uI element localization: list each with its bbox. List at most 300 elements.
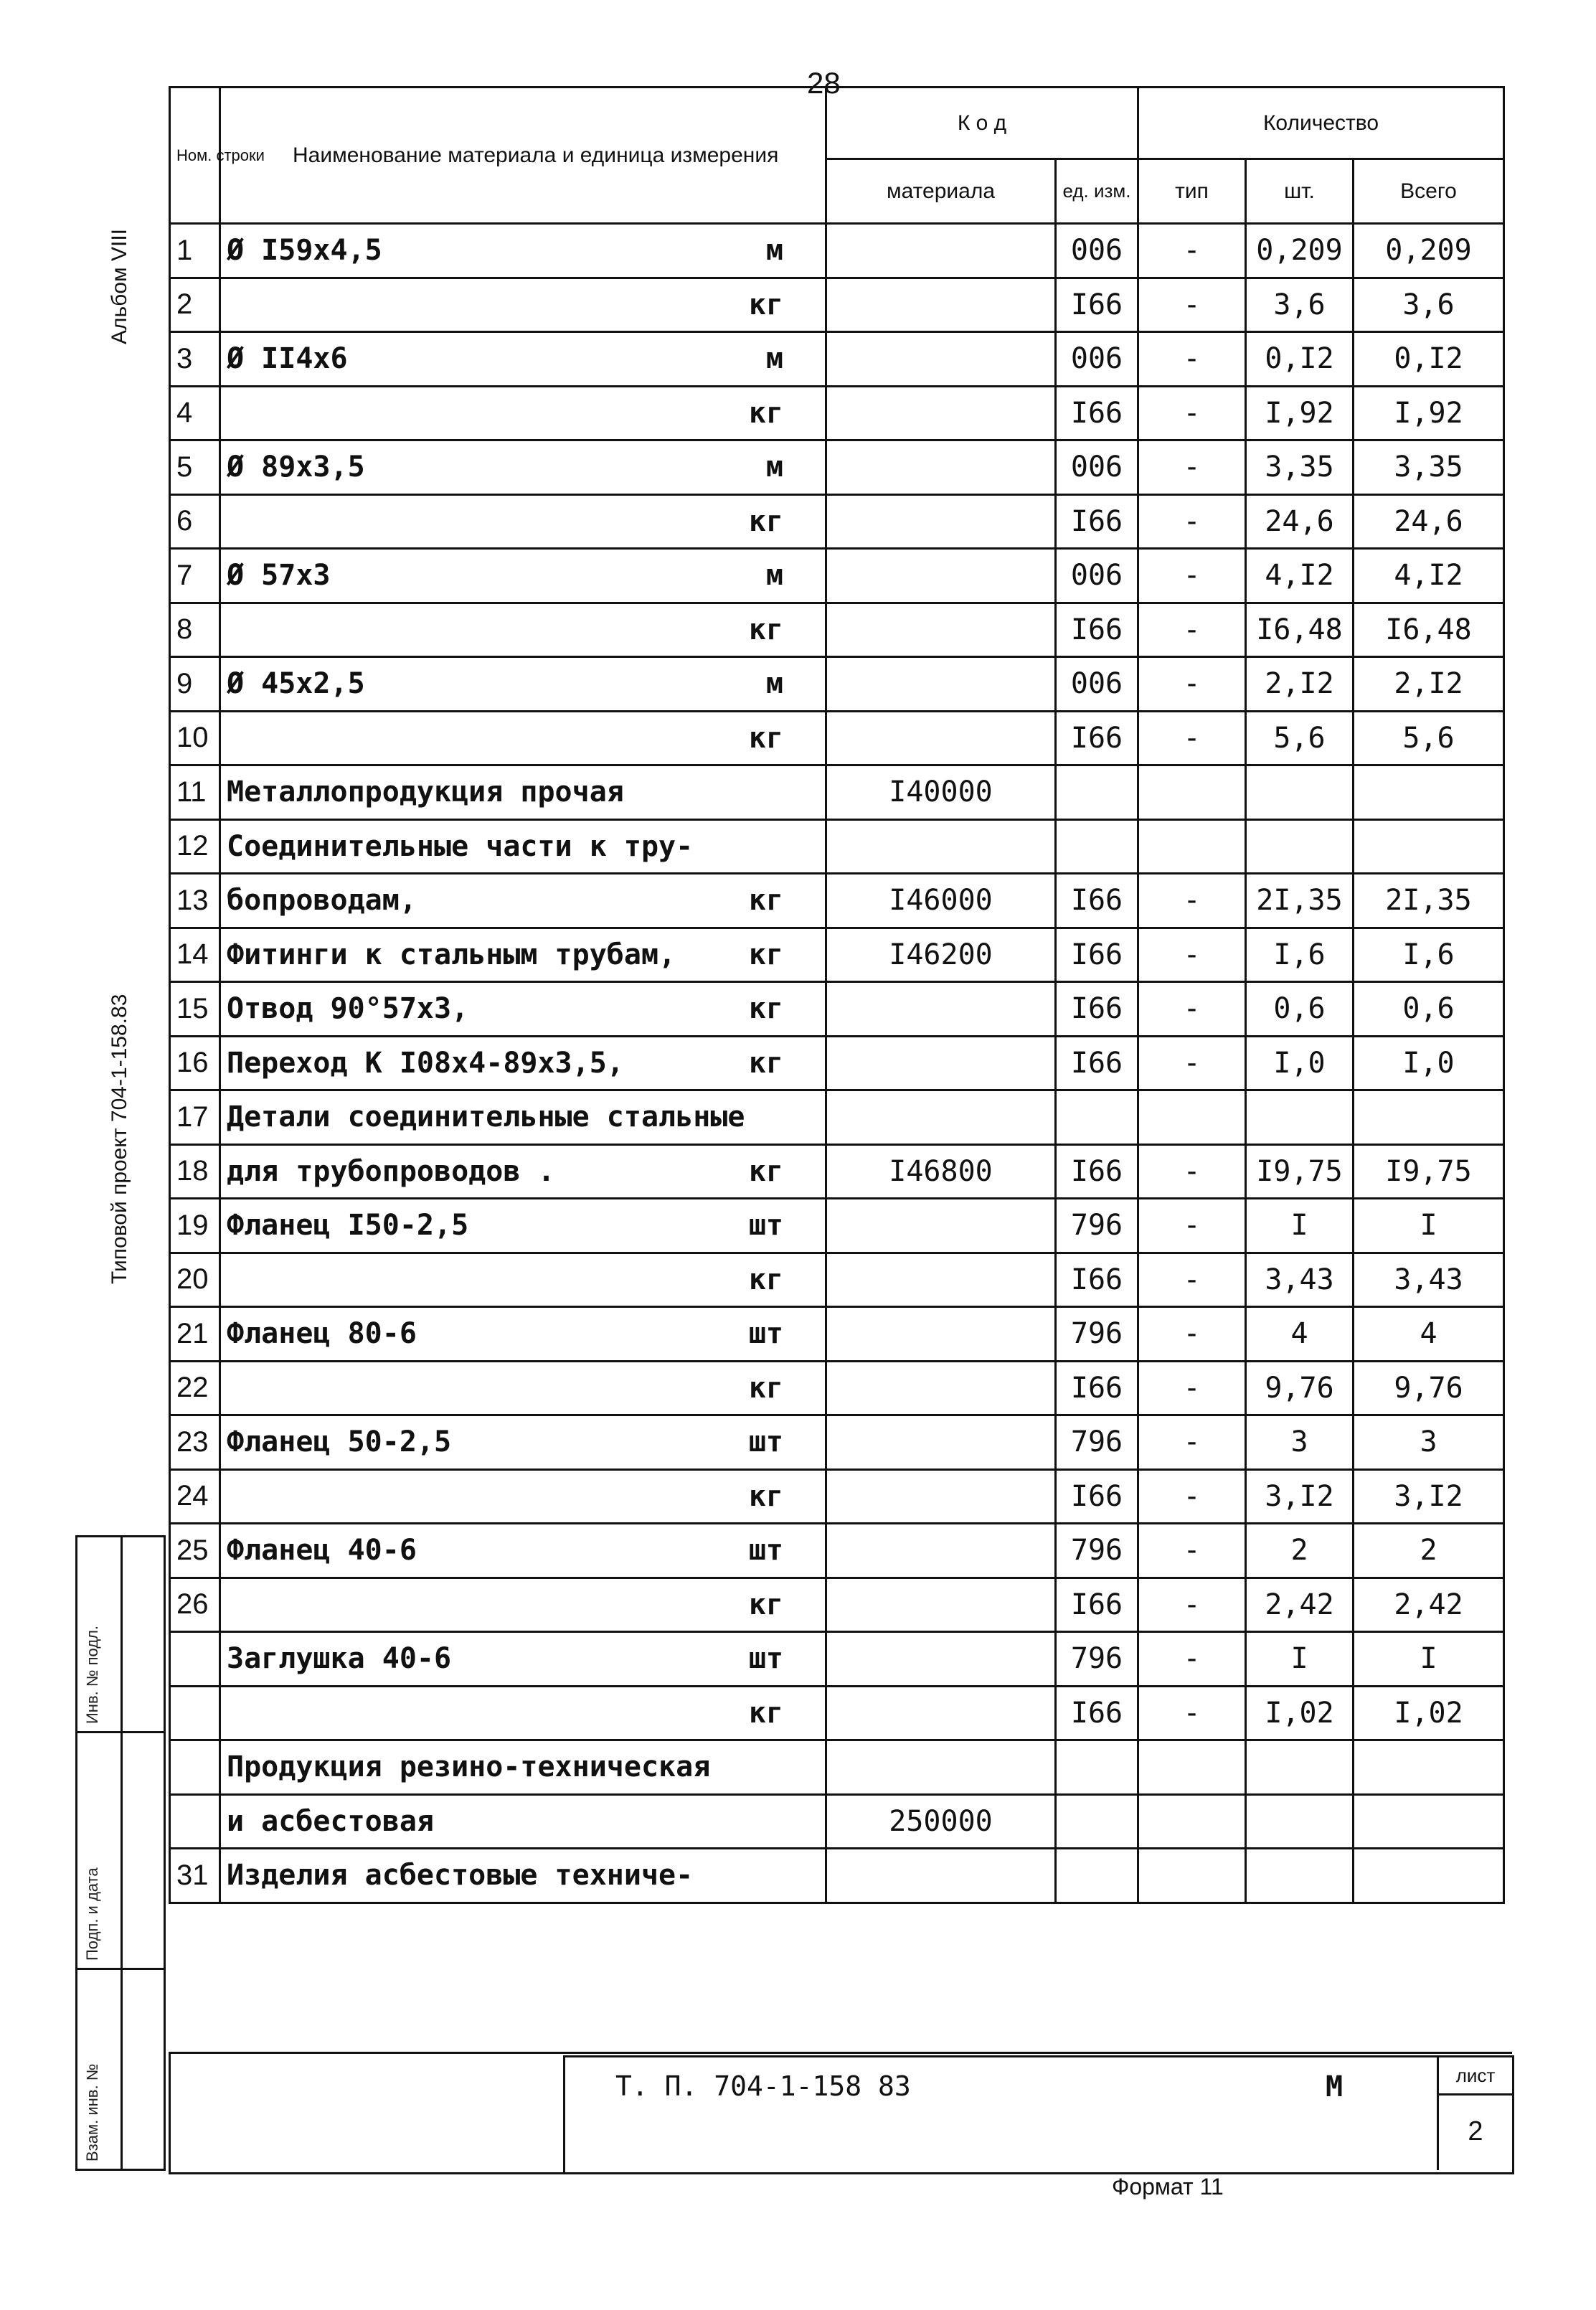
- header-qty-type: тип: [1138, 159, 1246, 224]
- unit-label: кг: [748, 1588, 783, 1621]
- row-number: 31: [170, 1849, 220, 1903]
- row-number: 25: [170, 1524, 220, 1578]
- specification-table: [169, 86, 1505, 1904]
- quantity-per: I,0: [1246, 1036, 1354, 1090]
- unit-label: кг: [748, 288, 783, 321]
- header-qty-per: шт.: [1246, 159, 1354, 224]
- unit-code: 796: [1056, 1199, 1138, 1253]
- quantity-type: -: [1138, 494, 1246, 549]
- quantity-per: 3,6: [1246, 278, 1354, 332]
- quantity-type: -: [1138, 711, 1246, 765]
- unit-code: [1056, 765, 1138, 820]
- table-row: [170, 928, 1504, 982]
- unit-code: [1056, 1090, 1138, 1145]
- quantity-type: -: [1138, 603, 1246, 657]
- row-number: 4: [170, 386, 220, 440]
- table-row: [170, 440, 1504, 495]
- header-quantity: Количество: [1138, 88, 1504, 159]
- quantity-per: [1246, 1794, 1354, 1849]
- format-label: Формат 11: [1112, 2174, 1224, 2200]
- unit-code: I66: [1056, 874, 1138, 928]
- quantity-total: I9,75: [1354, 1144, 1504, 1199]
- unit-label: шт: [748, 1642, 783, 1676]
- unit-code: 796: [1056, 1415, 1138, 1470]
- material-code: I46800: [826, 1144, 1056, 1199]
- row-number: 21: [170, 1307, 220, 1362]
- quantity-per: 5,6: [1246, 711, 1354, 765]
- unit-code: [1056, 1794, 1138, 1849]
- row-number: 9: [170, 657, 220, 712]
- unit-code: 006: [1056, 224, 1138, 278]
- row-number: 6: [170, 494, 220, 549]
- sheet-box: [1437, 2057, 1512, 2170]
- unit-label: кг: [748, 884, 783, 918]
- quantity-total: 0,6: [1354, 982, 1504, 1037]
- header-code-unit: ед. изм.: [1056, 159, 1138, 224]
- material-name: [220, 1253, 826, 1307]
- unit-label: кг: [748, 1479, 783, 1513]
- table-row: [170, 1794, 1504, 1849]
- row-number: 18: [170, 1144, 220, 1199]
- row-number: 13: [170, 874, 220, 928]
- material-code: 250000: [826, 1794, 1056, 1849]
- table-row: [170, 332, 1504, 387]
- unit-code: 006: [1056, 657, 1138, 712]
- table-row: [170, 1740, 1504, 1795]
- row-number: 17: [170, 1090, 220, 1145]
- quantity-per: 0,6: [1246, 982, 1354, 1037]
- stamp-sign-label: Подп. и дата: [83, 1867, 101, 1961]
- quantity-type: -: [1138, 1469, 1246, 1524]
- unit-label: кг: [748, 504, 783, 538]
- quantity-type: -: [1138, 1361, 1246, 1415]
- unit-label: шт: [748, 1425, 783, 1459]
- unit-label: м: [765, 451, 783, 484]
- table-row: [170, 1036, 1504, 1090]
- material-code: [826, 1849, 1056, 1903]
- unit-label: м: [765, 234, 783, 268]
- row-number: 3: [170, 332, 220, 387]
- material-name: [220, 1740, 826, 1795]
- table-row: [170, 1361, 1504, 1415]
- material-name-text: бопроводам,: [227, 884, 417, 918]
- quantity-per: [1246, 819, 1354, 874]
- table-row: [170, 819, 1504, 874]
- unit-label: м: [765, 342, 783, 376]
- quantity-per: 3,35: [1246, 440, 1354, 495]
- material-name: [220, 224, 826, 278]
- title-block: [563, 2055, 1514, 2174]
- quantity-per: I9,75: [1246, 1144, 1354, 1199]
- table-row: [170, 1090, 1504, 1145]
- material-name-text: Ø 45x2,5: [227, 667, 365, 701]
- material-name: [220, 1036, 826, 1090]
- material-code: [826, 494, 1056, 549]
- unit-code: [1056, 1740, 1138, 1795]
- quantity-type: -: [1138, 224, 1246, 278]
- table-row: [170, 1415, 1504, 1470]
- material-name: [220, 711, 826, 765]
- material-name: [220, 874, 826, 928]
- table-row: [170, 657, 1504, 712]
- unit-label: кг: [748, 1046, 783, 1080]
- material-name: [220, 1090, 826, 1145]
- table-row: [170, 1253, 1504, 1307]
- quantity-per: I,6: [1246, 928, 1354, 982]
- quantity-per: 3,43: [1246, 1253, 1354, 1307]
- material-name: [220, 1849, 826, 1903]
- quantity-total: I: [1354, 1199, 1504, 1253]
- unit-code: I66: [1056, 278, 1138, 332]
- quantity-total: 0,I2: [1354, 332, 1504, 387]
- material-name: [220, 1686, 826, 1740]
- sheet-label: лист: [1439, 2057, 1512, 2096]
- row-number: 7: [170, 549, 220, 603]
- material-name: [220, 332, 826, 387]
- row-number: 24: [170, 1469, 220, 1524]
- material-code: [826, 1632, 1056, 1687]
- unit-code: I66: [1056, 1253, 1138, 1307]
- quantity-type: -: [1138, 1686, 1246, 1740]
- quantity-per: [1246, 765, 1354, 820]
- quantity-type: -: [1138, 1632, 1246, 1687]
- quantity-per: [1246, 1740, 1354, 1795]
- material-name: [220, 494, 826, 549]
- material-code: [826, 1469, 1056, 1524]
- table-row: [170, 603, 1504, 657]
- table-row: [170, 494, 1504, 549]
- row-number: [170, 1794, 220, 1849]
- table-row: [170, 1632, 1504, 1687]
- row-number: 22: [170, 1361, 220, 1415]
- table-row: [170, 1307, 1504, 1362]
- material-code: [826, 1253, 1056, 1307]
- unit-label: кг: [748, 1263, 783, 1296]
- table-row: [170, 1144, 1504, 1199]
- material-code: [826, 549, 1056, 603]
- material-code: [826, 1361, 1056, 1415]
- row-number: 8: [170, 603, 220, 657]
- unit-label: кг: [748, 396, 783, 430]
- material-name: [220, 657, 826, 712]
- material-code: I46200: [826, 928, 1056, 982]
- material-code: [826, 278, 1056, 332]
- table-row: [170, 982, 1504, 1037]
- quantity-total: 3,I2: [1354, 1469, 1504, 1524]
- quantity-total: 3: [1354, 1415, 1504, 1470]
- unit-code: I66: [1056, 711, 1138, 765]
- quantity-per: 2,42: [1246, 1578, 1354, 1632]
- table-row: [170, 765, 1504, 820]
- unit-label: шт: [748, 1534, 783, 1568]
- album-label: Альбом VIII: [108, 229, 131, 344]
- unit-code: 006: [1056, 332, 1138, 387]
- material-code: [826, 982, 1056, 1037]
- quantity-type: -: [1138, 874, 1246, 928]
- material-name-text: Ø 89x3,5: [227, 451, 365, 484]
- quantity-per: 4: [1246, 1307, 1354, 1362]
- unit-label: кг: [748, 938, 783, 971]
- material-name: [220, 819, 826, 874]
- material-name-text: Металлопродукция прочая: [227, 776, 624, 809]
- document-mark: М: [1326, 2070, 1344, 2103]
- material-name-text: Ø II4x6: [227, 342, 348, 376]
- material-code: [826, 440, 1056, 495]
- quantity-type: -: [1138, 928, 1246, 982]
- unit-code: I66: [1056, 1578, 1138, 1632]
- material-code: [826, 386, 1056, 440]
- material-name: [220, 1578, 826, 1632]
- quantity-total: [1354, 1090, 1504, 1145]
- material-code: [826, 1740, 1056, 1795]
- material-name-text: Ø I59x4,5: [227, 234, 382, 268]
- quantity-type: -: [1138, 1253, 1246, 1307]
- sheet-number: 2: [1468, 2116, 1483, 2146]
- unit-code: I66: [1056, 1686, 1138, 1740]
- unit-code: I66: [1056, 982, 1138, 1037]
- quantity-total: 3,43: [1354, 1253, 1504, 1307]
- row-number: 16: [170, 1036, 220, 1090]
- material-code: [826, 1199, 1056, 1253]
- quantity-per: 24,6: [1246, 494, 1354, 549]
- material-name: [220, 1199, 826, 1253]
- quantity-type: -: [1138, 549, 1246, 603]
- material-code: [826, 1578, 1056, 1632]
- quantity-type: -: [1138, 440, 1246, 495]
- unit-code: I66: [1056, 1469, 1138, 1524]
- unit-label: кг: [748, 1154, 783, 1188]
- quantity-total: 24,6: [1354, 494, 1504, 549]
- quantity-per: [1246, 1090, 1354, 1145]
- material-name: [220, 549, 826, 603]
- quantity-type: -: [1138, 386, 1246, 440]
- header-qty-total: Всего: [1354, 159, 1504, 224]
- header-code-material: материала: [826, 159, 1056, 224]
- unit-code: 796: [1056, 1632, 1138, 1687]
- material-name: [220, 1632, 826, 1687]
- material-name-text: Продукция резино-техническая: [227, 1750, 711, 1784]
- quantity-type: [1138, 1849, 1246, 1903]
- quantity-total: 5,6: [1354, 711, 1504, 765]
- row-number: 20: [170, 1253, 220, 1307]
- table-row: [170, 1199, 1504, 1253]
- quantity-total: 2,42: [1354, 1578, 1504, 1632]
- quantity-per: 2: [1246, 1524, 1354, 1578]
- table-row: [170, 549, 1504, 603]
- material-name: [220, 1144, 826, 1199]
- quantity-total: I,92: [1354, 386, 1504, 440]
- table-row: [170, 224, 1504, 278]
- row-number: [170, 1740, 220, 1795]
- quantity-type: -: [1138, 1036, 1246, 1090]
- material-code: [826, 224, 1056, 278]
- header-name: Наименование материала и единица измерения: [220, 88, 826, 224]
- quantity-type: -: [1138, 278, 1246, 332]
- table-row: [170, 1469, 1504, 1524]
- material-code: [826, 603, 1056, 657]
- material-name: [220, 1794, 826, 1849]
- material-name: [220, 1415, 826, 1470]
- page-number: 28: [807, 66, 841, 100]
- quantity-per: 4,I2: [1246, 549, 1354, 603]
- material-code: [826, 1090, 1056, 1145]
- unit-code: I66: [1056, 494, 1138, 549]
- unit-code: [1056, 819, 1138, 874]
- quantity-per: 3: [1246, 1415, 1354, 1470]
- unit-code: I66: [1056, 386, 1138, 440]
- quantity-type: -: [1138, 1415, 1246, 1470]
- material-name: [220, 928, 826, 982]
- row-number: 23: [170, 1415, 220, 1470]
- row-number: [170, 1686, 220, 1740]
- material-name-text: Отвод 90°57x3,: [227, 992, 469, 1026]
- unit-label: кг: [748, 1696, 783, 1730]
- stamp-inv-label: Инв. № подл.: [83, 1625, 101, 1724]
- quantity-total: I: [1354, 1632, 1504, 1687]
- unit-code: 796: [1056, 1307, 1138, 1362]
- unit-label: м: [765, 559, 783, 593]
- table-row: [170, 1849, 1504, 1903]
- quantity-total: 4: [1354, 1307, 1504, 1362]
- quantity-total: 0,209: [1354, 224, 1504, 278]
- unit-label: кг: [748, 1371, 783, 1405]
- row-number: 11: [170, 765, 220, 820]
- quantity-total: 3,6: [1354, 278, 1504, 332]
- quantity-type: -: [1138, 1199, 1246, 1253]
- header-row-number: Ном. строки: [170, 88, 220, 224]
- material-name-text: для трубопроводов .: [227, 1154, 555, 1188]
- unit-code: 006: [1056, 549, 1138, 603]
- row-number: 15: [170, 982, 220, 1037]
- unit-code: I66: [1056, 928, 1138, 982]
- quantity-type: [1138, 1090, 1246, 1145]
- material-code: I46000: [826, 874, 1056, 928]
- quantity-per: I6,48: [1246, 603, 1354, 657]
- quantity-type: [1138, 819, 1246, 874]
- table-row: [170, 711, 1504, 765]
- material-name: [220, 1361, 826, 1415]
- material-name: [220, 386, 826, 440]
- header-code: К о д: [826, 88, 1138, 159]
- material-code: I40000: [826, 765, 1056, 820]
- quantity-type: -: [1138, 332, 1246, 387]
- quantity-per: [1246, 1849, 1354, 1903]
- left-approval-stamp: [75, 1535, 166, 2171]
- quantity-type: [1138, 1740, 1246, 1795]
- table-row: [170, 874, 1504, 928]
- quantity-total: 4,I2: [1354, 549, 1504, 603]
- material-name: [220, 1524, 826, 1578]
- quantity-total: I,0: [1354, 1036, 1504, 1090]
- row-number: 26: [170, 1578, 220, 1632]
- material-name-text: Детали соединительные стальные: [227, 1100, 745, 1134]
- material-code: [826, 819, 1056, 874]
- material-name: [220, 765, 826, 820]
- material-code: [826, 1415, 1056, 1470]
- quantity-type: -: [1138, 1144, 1246, 1199]
- unit-label: шт: [748, 1317, 783, 1351]
- material-name-text: Переход К I08x4-89x3,5,: [227, 1046, 624, 1080]
- quantity-total: 3,35: [1354, 440, 1504, 495]
- quantity-per: I: [1246, 1199, 1354, 1253]
- material-name: [220, 603, 826, 657]
- material-code: [826, 332, 1056, 387]
- quantity-per: I,92: [1246, 386, 1354, 440]
- material-name-text: Фланец 40-6: [227, 1534, 417, 1568]
- unit-label: кг: [748, 721, 783, 755]
- unit-label: кг: [748, 613, 783, 646]
- quantity-per: 2,I2: [1246, 657, 1354, 712]
- material-code: [826, 1524, 1056, 1578]
- quantity-per: 0,209: [1246, 224, 1354, 278]
- quantity-type: -: [1138, 982, 1246, 1037]
- unit-code: I66: [1056, 1036, 1138, 1090]
- unit-code: I66: [1056, 1144, 1138, 1199]
- material-name: [220, 982, 826, 1037]
- quantity-type: -: [1138, 1578, 1246, 1632]
- quantity-per: 2I,35: [1246, 874, 1354, 928]
- quantity-total: [1354, 765, 1504, 820]
- row-number: 19: [170, 1199, 220, 1253]
- material-code: [826, 657, 1056, 712]
- material-code: [826, 711, 1056, 765]
- quantity-total: [1354, 1849, 1504, 1903]
- table-row: [170, 1578, 1504, 1632]
- quantity-type: -: [1138, 1524, 1246, 1578]
- row-number: [170, 1632, 220, 1687]
- row-number: 5: [170, 440, 220, 495]
- row-number: 12: [170, 819, 220, 874]
- quantity-type: [1138, 1794, 1246, 1849]
- quantity-type: -: [1138, 657, 1246, 712]
- material-name-text: Ø 57x3: [227, 559, 331, 593]
- material-name-text: Соединительные части к тру-: [227, 829, 694, 863]
- table-row: [170, 1686, 1504, 1740]
- material-name-text: Заглушка 40-6: [227, 1642, 452, 1676]
- material-name-text: Фланец 50-2,5: [227, 1425, 452, 1459]
- unit-label: шт: [748, 1209, 783, 1243]
- material-code: [826, 1307, 1056, 1362]
- row-number: 2: [170, 278, 220, 332]
- unit-code: [1056, 1849, 1138, 1903]
- quantity-total: I6,48: [1354, 603, 1504, 657]
- quantity-per: 9,76: [1246, 1361, 1354, 1415]
- quantity-type: [1138, 765, 1246, 820]
- material-name: [220, 278, 826, 332]
- table-row: [170, 1524, 1504, 1578]
- material-name: [220, 1307, 826, 1362]
- quantity-total: I,02: [1354, 1686, 1504, 1740]
- row-number: 14: [170, 928, 220, 982]
- table-row: [170, 278, 1504, 332]
- quantity-total: [1354, 1794, 1504, 1849]
- quantity-per: I,02: [1246, 1686, 1354, 1740]
- quantity-total: I,6: [1354, 928, 1504, 982]
- material-name-text: и асбестовая: [227, 1804, 434, 1838]
- material-code: [826, 1686, 1056, 1740]
- quantity-total: [1354, 1740, 1504, 1795]
- stamp-replace-label: Взам. инв. №: [83, 2063, 101, 2162]
- unit-code: I66: [1056, 1361, 1138, 1415]
- quantity-total: 2,I2: [1354, 657, 1504, 712]
- quantity-total: 2I,35: [1354, 874, 1504, 928]
- material-name-text: Изделия асбестовые техниче-: [227, 1859, 694, 1892]
- material-name-text: Фланец I50-2,5: [227, 1209, 469, 1243]
- unit-code: 006: [1056, 440, 1138, 495]
- project-label: Типовой проект 704-1-158.83: [108, 994, 131, 1284]
- quantity-per: 0,I2: [1246, 332, 1354, 387]
- material-name: [220, 1469, 826, 1524]
